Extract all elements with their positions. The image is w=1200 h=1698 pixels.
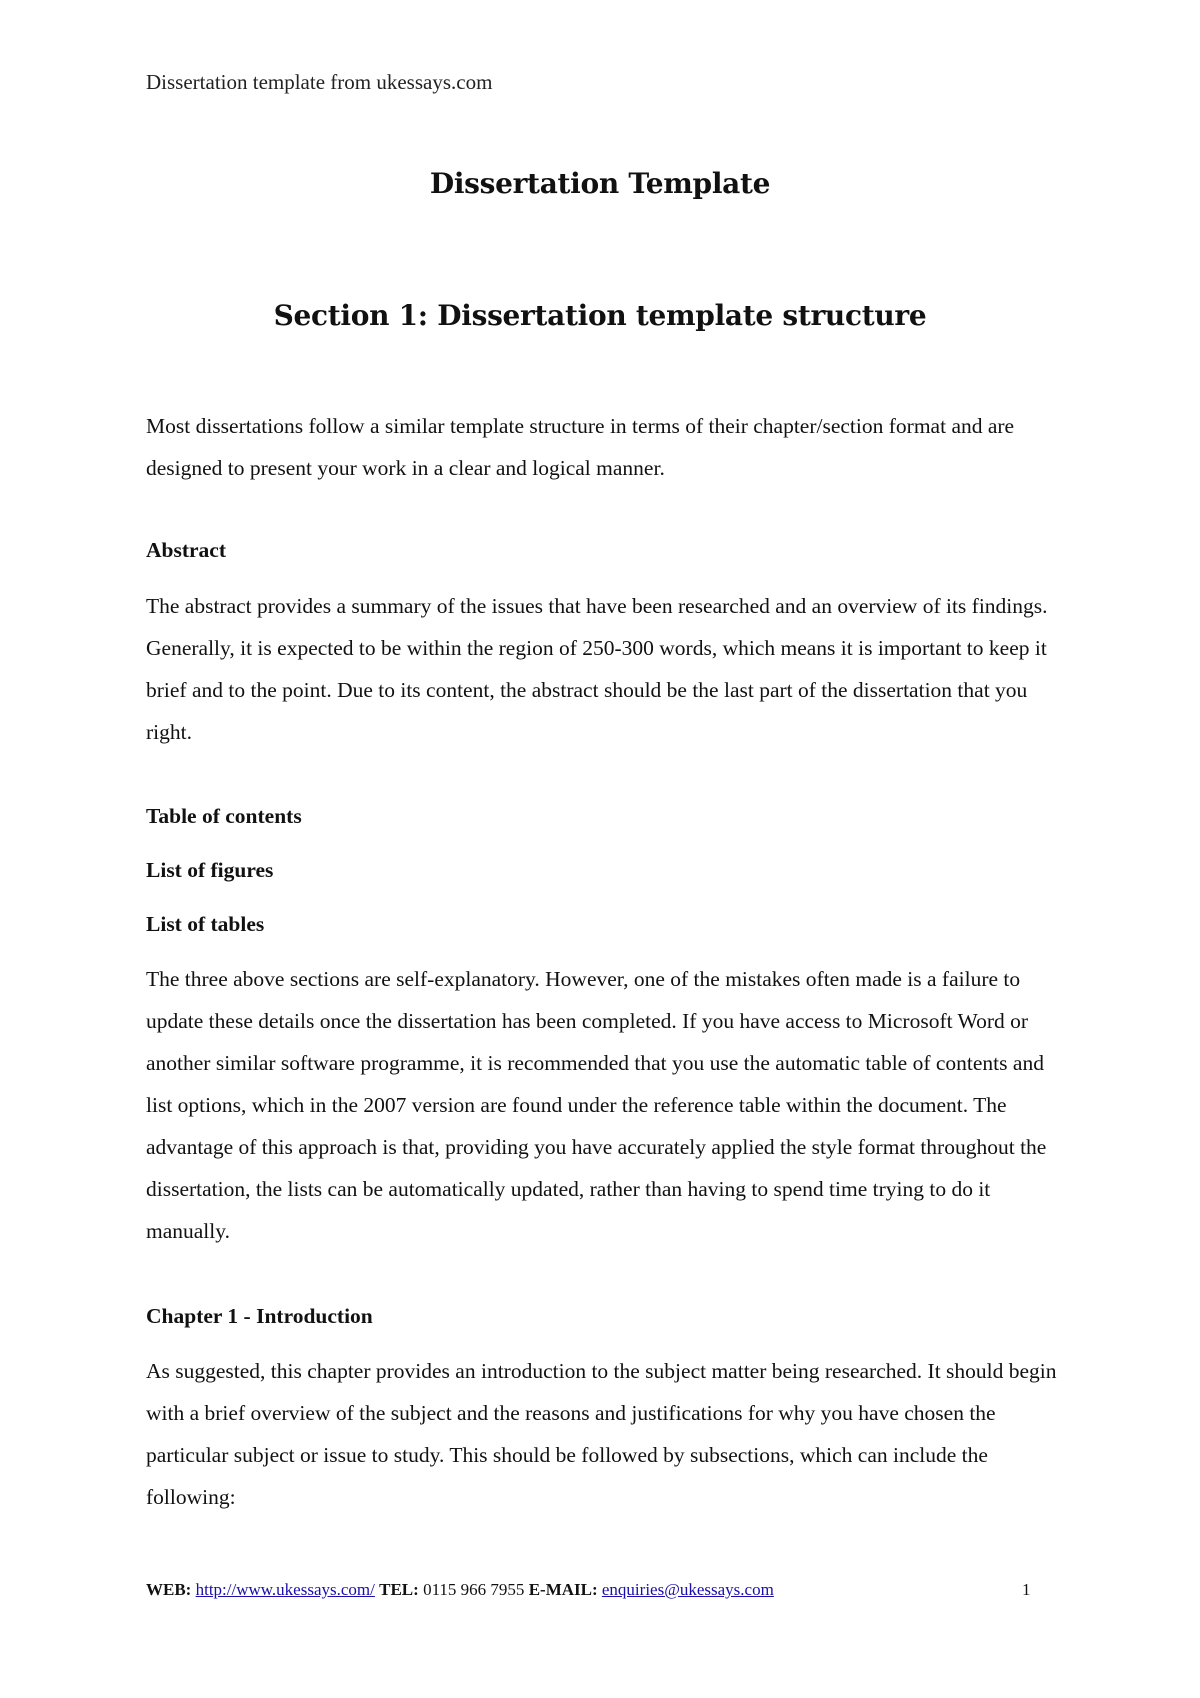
abstract-paragraph: The abstract provides a summary of the issues that have been researched and an overview of its findings. Generally, it is expected to be within the region of 250-300 words, which means it is important to keep it brief and to the point. Due to its content, the abstract should be the last part of the dissertation that you right. — [146, 594, 1048, 744]
web-link[interactable]: http://www.ukessays.com/ — [195, 1580, 375, 1599]
tel-label: TEL: — [379, 1580, 419, 1599]
page-footer — [146, 1581, 774, 1598]
web-label: WEB: — [146, 1580, 192, 1599]
contents-lists-paragraph: The three above sections are self-explanatory. However, one of the mistakes often made is a failure to update these details once the dissertation has been completed. If you have access to Microsoft Word or another similar software programme, it is recommended that you use the automatic table of contents and list options, which in the 2007 version are found under the reference table within the document. The advantage of this approach is that, providing you have accurately applied the style format throughout the dissertation, the lists can be automatically updated, rather than having to spend time trying to do it manually. — [146, 967, 1047, 1243]
email-link[interactable]: enquiries@ukessays.com — [601, 1580, 774, 1599]
tel-value: 0115 966 7955 — [423, 1580, 525, 1599]
section-title: Section 1: Dissertation template structure — [273, 299, 927, 332]
list-of-figures-heading: List of figures — [146, 858, 274, 882]
page-number: 1 — [1022, 1580, 1031, 1599]
chapter1-heading: Chapter 1 - Introduction — [146, 1304, 373, 1328]
list-of-tables-heading: List of tables — [146, 912, 265, 936]
email-label: E-MAIL: — [528, 1580, 598, 1599]
chapter1-paragraph: As suggested, this chapter provides an introduction to the subject matter being researched. It should begin with a brief overview of the subject and the reasons and justifications for why you have chosen the particular subject or issue to study. This should be followed by subsections, which can include the following: — [146, 1359, 1057, 1509]
running-header: Dissertation template from ukessays.com — [146, 70, 493, 94]
document-title: Dissertation Template — [429, 167, 771, 200]
intro-paragraph: Most dissertations follow a similar template structure in terms of their chapter/section format and are designed to present your work in a clear and logical manner. — [146, 414, 1015, 480]
abstract-heading: Abstract — [146, 538, 227, 562]
toc-heading: Table of contents — [146, 804, 302, 828]
